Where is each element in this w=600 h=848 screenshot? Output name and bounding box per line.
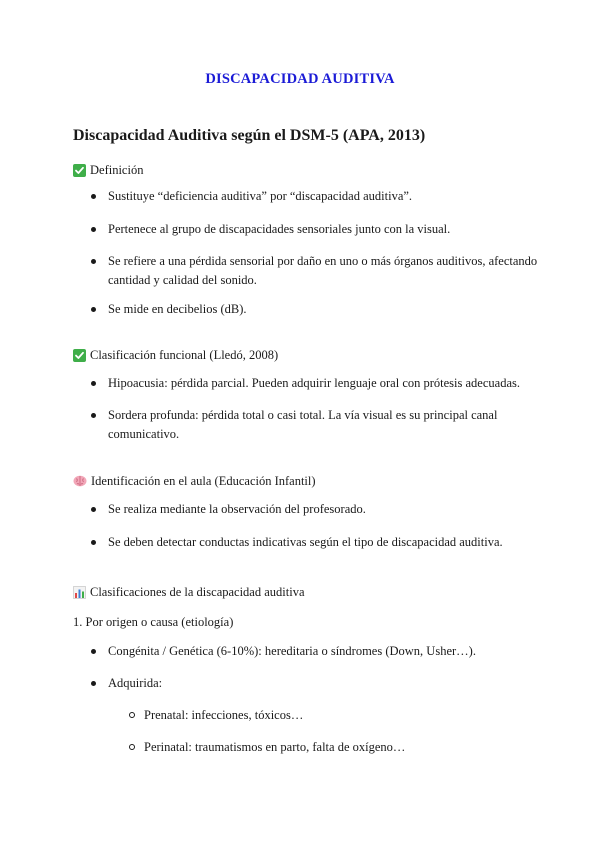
list-item: Congénita / Genética (6-10%): hereditaria o síndromes (Down, Usher…). [108, 642, 538, 661]
list-item: Hipoacusia: pérdida parcial. Pueden adquirir lenguaje oral con prótesis adecuadas. [108, 374, 538, 393]
definicion-label: Definición [90, 163, 144, 177]
list-item: Se deben detectar conductas indicativas según el tipo de discapacidad auditiva. [108, 533, 538, 552]
clasificacion-funcional-label: Clasificación funcional (Lledó, 2008) [90, 348, 279, 362]
brain-icon [73, 475, 87, 487]
document-title: DISCAPACIDAD AUDITIVA [205, 71, 395, 87]
clasificaciones-heading [73, 584, 305, 600]
identificacion-heading [73, 473, 316, 489]
list-item: Se realiza mediante la observación del profesorado. [108, 500, 538, 519]
clasificaciones-label: Clasificaciones de la discapacidad auditiva [90, 585, 305, 599]
check-mark-icon [73, 349, 86, 362]
sub-list-item: Perinatal: traumatismos en parto, falta de oxígeno… [144, 738, 544, 757]
clasificacion-funcional-heading [73, 347, 278, 363]
list-item: Sustituye “deficiencia auditiva” por “discapacidad auditiva”. [108, 187, 538, 206]
list-item: Se mide en decibelios (dB). [108, 300, 538, 319]
section-heading: Discapacidad Auditiva según el DSM-5 (APA, 2013) [73, 127, 426, 144]
sub-list-item: Prenatal: infecciones, tóxicos… [144, 706, 544, 725]
definicion-heading [73, 162, 143, 178]
list-item: Pertenece al grupo de discapacidades sensoriales junto con la visual. [108, 220, 538, 239]
check-mark-icon [73, 164, 86, 177]
bar-chart-icon [73, 586, 86, 599]
list-item: Adquirida: [108, 674, 538, 693]
numbered-heading: 1. Por origen o causa (etiología) [73, 615, 234, 629]
list-item: Sordera profunda: pérdida total o casi total. La vía visual es su principal canal comunicativo. [108, 406, 538, 444]
list-item: Se refiere a una pérdida sensorial por daño en uno o más órganos auditivos, afectando cantidad y calidad del sonido. [108, 252, 538, 290]
identificacion-label: Identificación en el aula (Educación Infantil) [91, 474, 316, 488]
